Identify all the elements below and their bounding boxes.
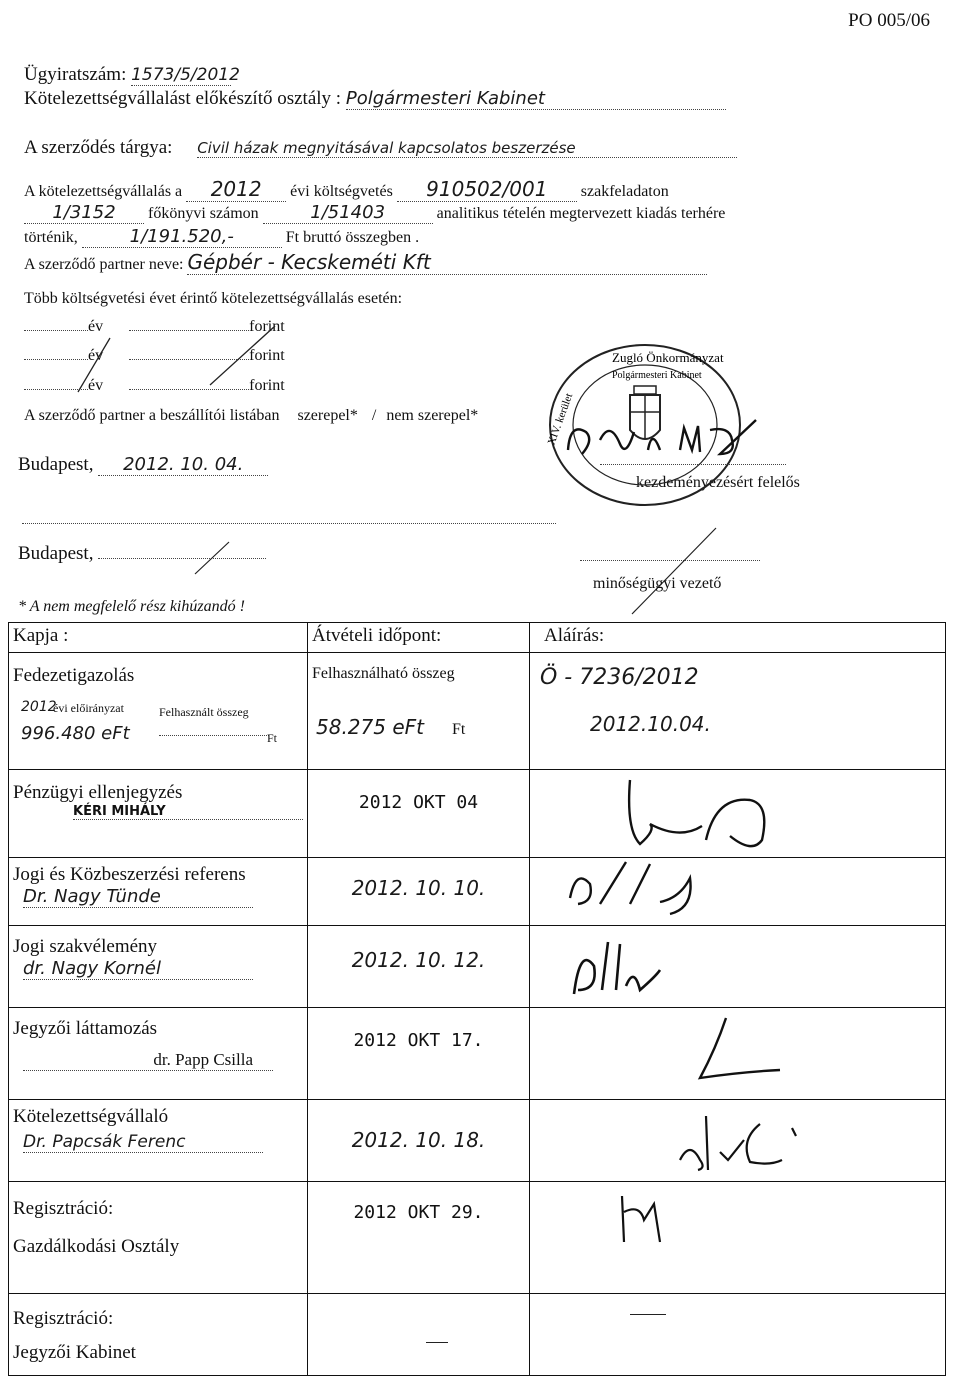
notary-signer: dr. Papp Csilla xyxy=(23,1050,273,1071)
used-amount-label: Felhasznált összeg xyxy=(159,705,249,719)
strikeout-quality xyxy=(620,522,730,622)
supplier-text: A szerződő partner a beszállítói listában xyxy=(24,407,280,424)
budget-line-1 xyxy=(24,177,669,202)
supplier-row xyxy=(24,407,478,425)
signature-legal-referent xyxy=(530,858,945,920)
row-title: Jegyzői láttamozás xyxy=(13,1018,158,1039)
ft-label: Ft xyxy=(267,731,278,745)
forint-word: forint xyxy=(249,377,285,394)
budget-year: 2012 xyxy=(186,177,286,202)
gross-amount: 1/191.520,- xyxy=(82,226,282,248)
ledger-code: 1/3152 xyxy=(24,202,144,224)
receipt-date: 2012. 10. 12. xyxy=(351,948,486,972)
stamp-inner-text: Polgármesteri Kabinet xyxy=(612,370,702,381)
available-amount-label: Felhasználható összeg xyxy=(312,665,455,682)
partner-label: A szerződő partner neve: xyxy=(24,256,184,273)
table-row xyxy=(9,858,946,926)
table-row xyxy=(9,1182,946,1294)
header-signature: Aláírás: xyxy=(530,623,946,653)
legal-referent-signer: Dr. Nagy Tünde xyxy=(23,886,253,908)
receipt-date: 2012. 10. 18. xyxy=(351,1128,486,1152)
subject-value: Civil házak megnyitásával kapcsolatos beszerzése xyxy=(197,139,737,158)
partner-row xyxy=(24,250,707,275)
footnote: * A nem megfelelő rész kihúzandó ! xyxy=(18,598,245,615)
legal-opinion-signer: dr. Nagy Kornél xyxy=(23,958,253,980)
row-title: Regisztráció: xyxy=(13,1198,114,1219)
supplier-yes: szerepel* xyxy=(297,407,358,424)
first-date-row xyxy=(18,454,268,476)
row-subtitle: Gazdálkodási Osztály xyxy=(13,1236,180,1257)
budget-line-3 xyxy=(24,226,419,248)
receipt-date: 2012 OKT 04 xyxy=(358,792,479,813)
table-row xyxy=(9,1100,946,1182)
header-recipient: Kapja : xyxy=(9,623,308,653)
registration-number: Ö - 7236/2012 xyxy=(540,665,699,690)
quality-label: minőségügyi vezető xyxy=(593,575,722,592)
row-title: Regisztráció: xyxy=(13,1308,114,1329)
budget-activity-code: 910502/001 xyxy=(397,177,577,202)
budget-year-handwritten: 2012 xyxy=(21,699,57,715)
table-row xyxy=(9,653,946,770)
year-word: év xyxy=(88,318,104,335)
header-received-time: Átvételi időpont: xyxy=(308,623,530,653)
appropriation-label: évi előirányzat xyxy=(53,701,124,715)
responsible-label: kezdeményezésért felelős xyxy=(636,474,800,491)
stamp-side-text: XIV. kerület xyxy=(545,391,576,447)
supplier-no: nem szerepel* xyxy=(386,407,479,424)
case-number-label: Ügyiratszám: xyxy=(24,64,127,85)
department-value: Polgármesteri Kabinet xyxy=(346,88,726,110)
forint-word: forint xyxy=(249,318,285,335)
forint-word: forint xyxy=(249,347,285,364)
separator-dots xyxy=(22,523,556,524)
budget-line-1-text-b: évi költségvetés xyxy=(290,183,393,200)
budget-line-2-text-b: analitikus tételén megtervezett kiadás terhére xyxy=(436,205,726,222)
year-word: év xyxy=(88,377,104,394)
responsible-signature xyxy=(560,410,770,480)
appropriation-value: 996.480 eFt xyxy=(21,723,130,744)
available-ft-label: Ft xyxy=(452,721,466,738)
document-code: PO 005/06 xyxy=(848,10,930,31)
partner-value: Gépbér - Kecskeméti Kft xyxy=(187,250,707,275)
signature-notary xyxy=(530,1008,945,1094)
strikeout-lines xyxy=(60,320,320,400)
subject-label: A szerződés tárgya: xyxy=(24,137,173,158)
city-2: Budapest, xyxy=(18,543,94,564)
row-title: Pénzügyi ellenjegyzés xyxy=(13,782,183,803)
case-number-value: 1573/5/2012 xyxy=(131,65,240,85)
registration-date: 2012.10.04. xyxy=(590,712,711,736)
table-row xyxy=(9,1294,946,1376)
table-header-row xyxy=(9,623,946,653)
signature-commitment xyxy=(530,1100,945,1176)
row-title: Jogi és Közbeszerzési referens xyxy=(13,864,246,885)
department-row xyxy=(24,88,726,110)
row-title: Fedezetigazolás xyxy=(13,665,135,686)
stamp-outer-text: Zugló Önkormányzat xyxy=(612,350,724,365)
date-1: 2012. 10. 04. xyxy=(98,454,268,476)
table-row xyxy=(9,770,946,858)
table-row xyxy=(9,1008,946,1100)
row-title: Kötelezettségvállaló xyxy=(13,1106,169,1127)
financial-signer: KÉRI MIHÁLY xyxy=(73,804,303,820)
budget-line-1-text-a: A kötelezettségvállalás a xyxy=(24,183,183,200)
budget-line-3-text-a: történik, xyxy=(24,229,78,246)
table-row xyxy=(9,926,946,1008)
empty-dash xyxy=(630,1314,666,1315)
approval-table xyxy=(8,622,946,1376)
subject-row xyxy=(24,137,737,159)
available-amount-value: 58.275 eFt xyxy=(316,715,424,739)
row-title: Jogi szakvélemény xyxy=(13,936,158,957)
budget-line-3-text-b: Ft bruttó összegben . xyxy=(285,229,420,246)
budget-line-2-text-a: főkönyvi számon xyxy=(148,205,259,222)
analytic-code: 1/51403 xyxy=(263,202,433,224)
used-amount-line xyxy=(159,735,269,736)
empty-dash xyxy=(426,1342,448,1343)
case-number-row xyxy=(24,64,240,86)
department-label: Kötelezettségvállalást előkészítő osztály : xyxy=(24,88,342,109)
signature-legal-opinion xyxy=(530,926,945,1002)
budget-line-2 xyxy=(24,202,725,224)
signature-financial xyxy=(530,770,945,852)
receipt-date: 2012 OKT 29. xyxy=(353,1202,484,1223)
year-word: év xyxy=(88,347,104,364)
commitment-signer: Dr. Papcsák Ferenc xyxy=(23,1132,263,1153)
row-subtitle: Jegyzői Kabinet xyxy=(13,1342,136,1363)
budget-line-1-text-c: szakfeladaton xyxy=(580,183,669,200)
receipt-date: 2012 OKT 17. xyxy=(353,1030,484,1051)
receipt-date: 2012. 10. 10. xyxy=(351,876,486,900)
strikeout-date-2 xyxy=(185,538,245,578)
supplier-separator: / xyxy=(371,407,377,424)
multi-year-label: Több költségvetési évet érintő kötelezettségvállalás esetén: xyxy=(24,290,403,307)
city-1: Budapest, xyxy=(18,454,94,475)
signature-registration xyxy=(530,1182,945,1288)
